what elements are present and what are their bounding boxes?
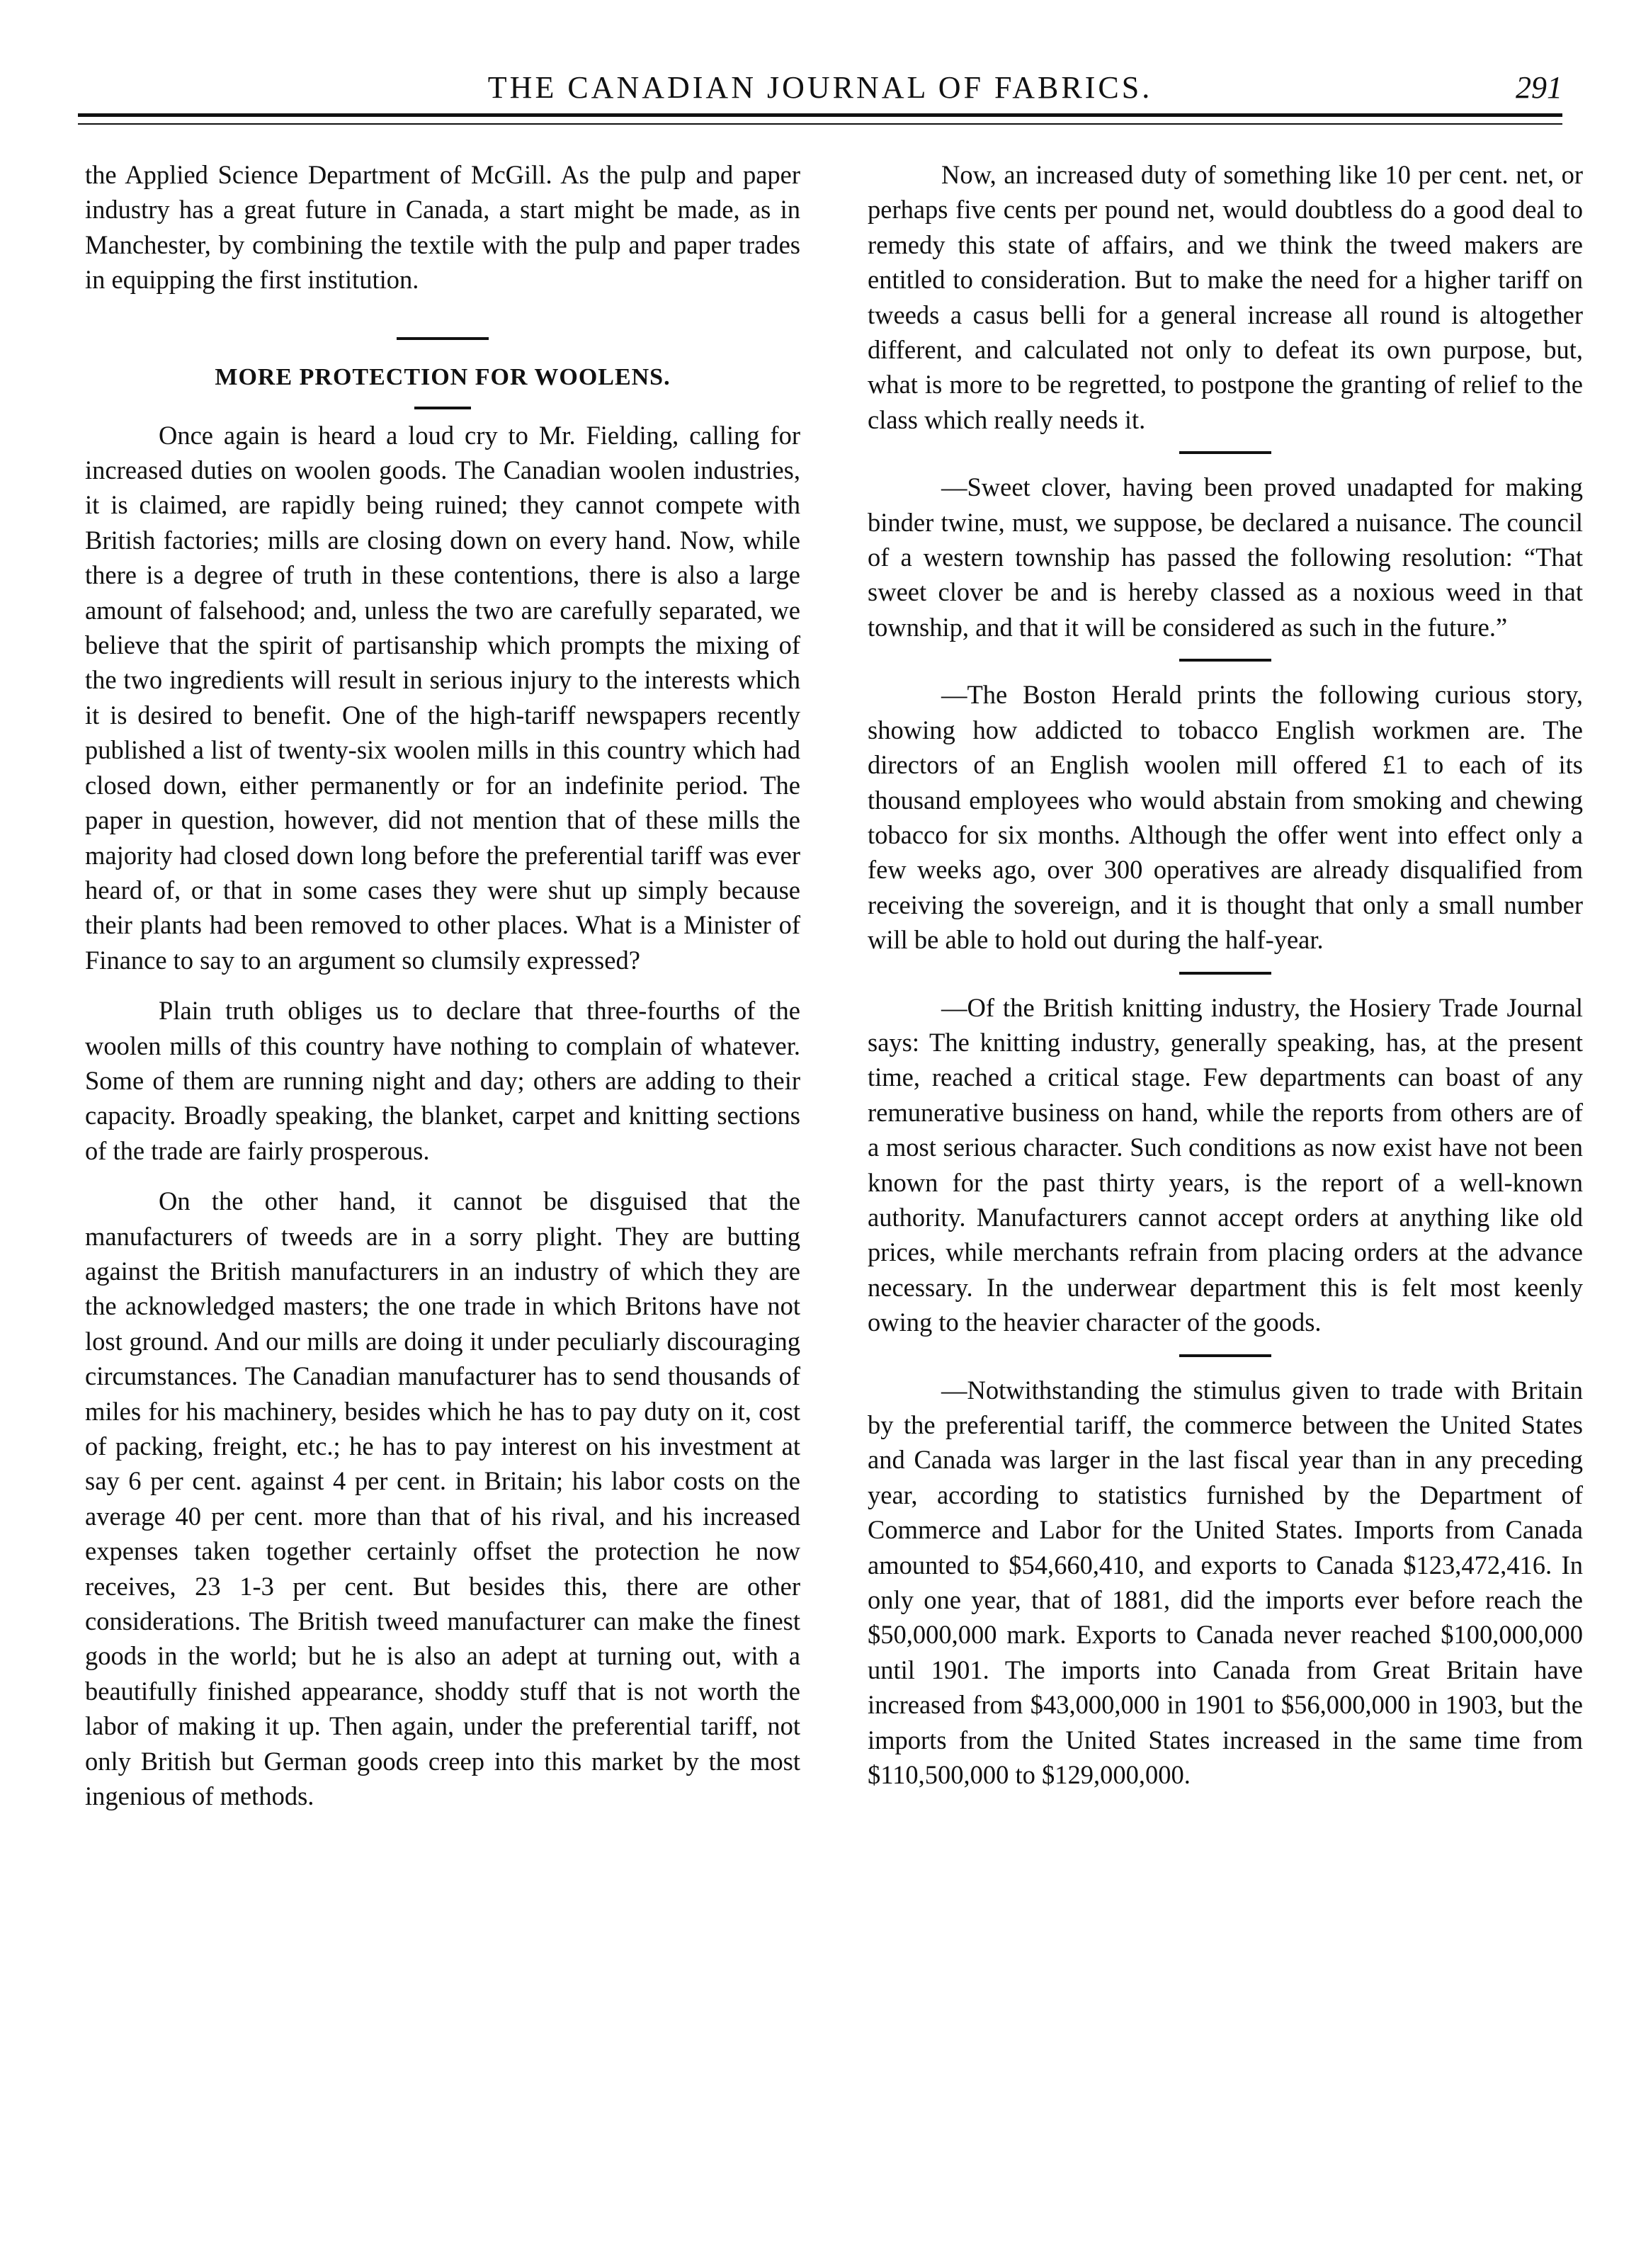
article-paragraph: On the other hand, it cannot be disguised that the manufacturers of tweeds are in a sorry plight. They are butting against the British manufacturers in an industry of which they are the acknowledged masters; the one trade in which Britons have not lost ground. And our mills are doing it under peculiarly discouraging circumstances. The Canadian manufacturer has to send thousands of miles for his machinery, besides which he has to pay duty on it, cost of packing, freight, etc.; he has to pay interest on his investment at say 6 per cent. against 4 per cent. in Britain; his labor costs on the average 40 per cent. more than that of his rival, and his increased expenses taken together certainly offset the protection he now receives, 23 1-3 per cent. But besides this, there are other considerations. The British tweed manufacturer can make the finest goods in the world; but he is also an adept at turning out, with a beautifully finished appearance, shoddy stuff that is not worth the labor of making it up. Then again, under the preferential tariff, not only British but German goods creep into this market by the most ingenious of methods. — [85, 1186, 800, 1811]
section-divider — [397, 337, 489, 340]
page-header — [78, 68, 1562, 110]
page-number: 291 — [1516, 70, 1562, 105]
article-paragraph: Plain truth obliges us to declare that three-fourths of the woolen mills of this country have nothing to complain of whatever. Some of them are running night and day; others are adding to their capacity. Broadly speaking, the blanket, carpet and knitting sections of the trade are fairly prosperous. — [85, 996, 800, 1165]
item-divider — [1179, 972, 1271, 975]
article-paragraph: Once again is heard a loud cry to Mr. Fielding, calling for increased duties on woolen goods. The Canadian woolen industries, it is claimed, are rapidly being ruined; they cannot compete with British factories; mills are closing down on every hand. Now, while there is a degree of truth in these contentions, there is also a large amount of falsehood; and, unless the two are carefully separated, we believe that the spirit of partisanship which prompts the mixing of the two ingredients will result in serious injury to the interests which it is desired to benefit. One of the high-tariff newspapers recently published a list of twenty-six woolen mills in this country which had closed down, either permanently or for an indefinite period. The paper in question, however, did not mention that of these mills the majority had closed down long before the preferential tariff was ever heard of, or that in some cases they were shut up simply because their plants had been removed to other places. What is a Minister of Finance to say to an argument so clumsily expressed? — [85, 420, 800, 975]
continued-paragraph-right: Now, an increased duty of something like 10 per cent. net, or perhaps five cents per pound net, would doubtless do a good deal to remedy this state of affairs, and we think the tweed makers are entitled to consideration. But to make the need for a higher tariff on tweeds a casus belli for a general increase all round is altogether different, and calculated not only to defeat its own purpose, but, what is more to be regretted, to postpone the granting of relief to the class which really needs it. — [868, 160, 1583, 434]
news-item: —Sweet clover, having been proved unadapted for making binder twine, must, we suppose, be declared a nuisance. The council of a western township has passed the following resolution: “That sweet clover be and is hereby classed as a noxious weed in that township, and that it will be considered as such in the future.” — [868, 472, 1583, 642]
item-divider — [1179, 451, 1271, 454]
right-column — [868, 157, 1583, 1792]
article-title: MORE PROTECTION FOR WOOLENS. — [215, 363, 671, 390]
left-column — [85, 157, 800, 1813]
title-underline — [414, 407, 471, 409]
news-item: —Of the British knitting industry, the Hosiery Trade Journal says: The knitting industry, generally speaking, has, at the present time, reached a critical stage. Few departments can boast of any remunerative business on hand, while the reports from others are of a most serious character. Such conditions as now exist have not been known for the past thirty years, is the report of a well-known authority. Manufacturers cannot accept orders at anything like old prices, while merchants refrain from placing orders at the advance necessary. In the underwear department this is felt most keenly owing to the heavier character of the goods. — [868, 992, 1583, 1337]
header-rule-thick — [78, 113, 1562, 117]
news-item: —Notwithstanding the stimulus given to trade with Britain by the preferential tariff, the commerce between the United States and Canada was larger in the last fiscal year than in any preceding year, according to statistics furnished by the Department of Commerce and Labor for the United States. Imports from Canada amounted to $54,660,410, and exports to Canada $123,472,416. In only one year, that of 1881, did the imports ever before reach the $50,000,000 mark. Exports to Canada never reached $100,000,000 until 1901. The imports into Canada from Great Britain have increased from $43,000,000 in 1901 to $56,000,000 in 1903, but the imports from the United States increased in the same time from $110,500,000 to $129,000,000. — [868, 1375, 1583, 1790]
item-divider — [1179, 659, 1271, 662]
journal-title: THE CANADIAN JOURNAL OF FABRICS. — [487, 70, 1153, 105]
news-item: —The Boston Herald prints the following curious story, showing how addicted to tobacco English workmen are. The directors of an English woolen mill offered £1 to each of its thousand employees who would abstain from smoking and chewing tobacco for six months. Although the offer went into effect only a few weeks ago, over 300 operatives are already disqualified from receiving the sovereign, and it is thought that only a small number will be able to hold out during the half-year. — [868, 680, 1583, 955]
item-divider — [1179, 1354, 1271, 1357]
header-rule-thin — [78, 123, 1562, 125]
continued-paragraph-left: the Applied Science Department of McGill. As the pulp and paper industry has a great future in Canada, a start might be made, as in Manchester, by combining the textile with the pulp and paper trades in equipping the first institution. — [85, 160, 800, 295]
